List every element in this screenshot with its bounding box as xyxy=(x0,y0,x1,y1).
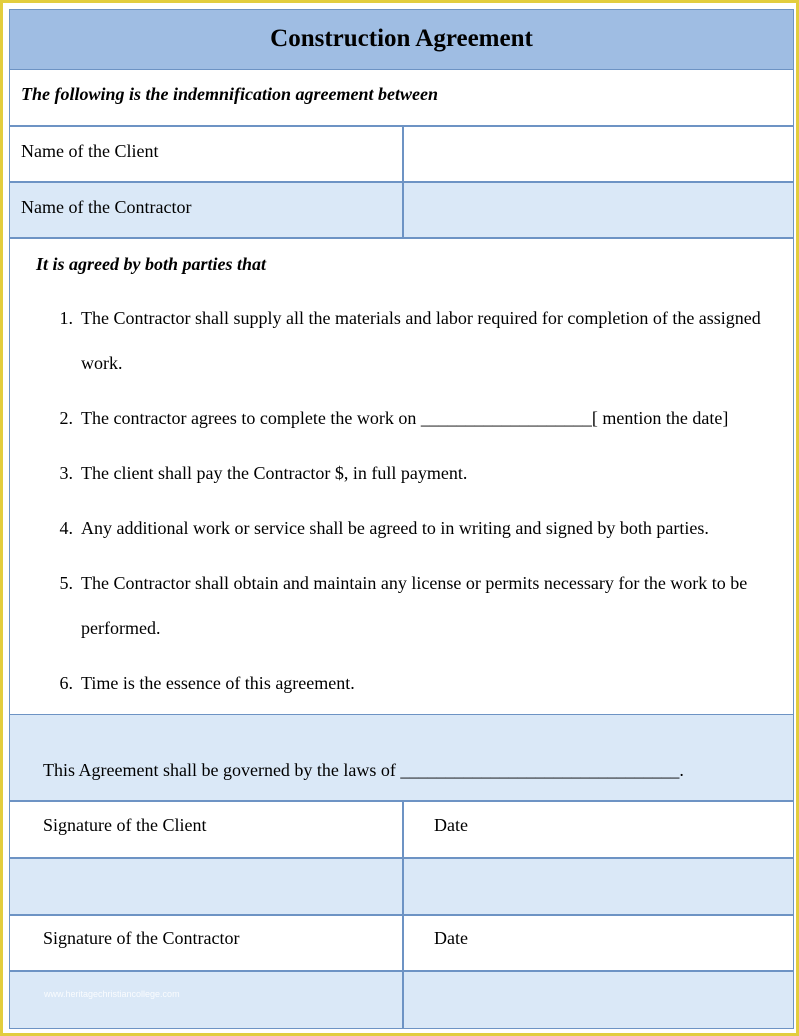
intro-row xyxy=(10,70,793,127)
title-bar xyxy=(10,10,793,70)
watermark-text: www.heritagechristiancollege.com xyxy=(44,989,180,999)
clause-number: 4. xyxy=(59,518,73,538)
clause-number: 5. xyxy=(59,573,73,593)
agreement-form xyxy=(9,9,794,1029)
terms-heading: It is agreed by both parties that xyxy=(36,254,267,274)
intro-text: The following is the indemnification agreement between xyxy=(21,84,438,104)
client-date-label: Date xyxy=(434,815,468,835)
clause-text: Any additional work or service shall be agreed to in writing and signed by both parties. xyxy=(81,518,709,538)
clause-text: Time is the essence of this agreement. xyxy=(81,673,355,693)
client-signature-row xyxy=(10,802,793,859)
contractor-date-label: Date xyxy=(434,928,468,948)
page-title: Construction Agreement xyxy=(270,25,533,52)
clause-text: The Contractor shall supply all the materials and labor required for completion of the assigned work. xyxy=(81,308,761,373)
governing-law-text: This Agreement shall be governed by the laws of _______________________________. xyxy=(43,760,684,780)
clause-number: 1. xyxy=(59,308,73,328)
contractor-name-label: Name of the Contractor xyxy=(21,197,192,217)
client-signature-label: Signature of the Client xyxy=(43,815,207,835)
column-divider xyxy=(402,915,404,970)
client-name-row xyxy=(10,127,793,183)
contractor-signature-row xyxy=(10,915,793,972)
column-divider xyxy=(402,127,404,181)
client-name-label: Name of the Client xyxy=(21,141,159,161)
client-signature-field-row[interactable] xyxy=(10,859,793,916)
terms-section xyxy=(10,239,793,715)
governing-law-row xyxy=(10,715,793,802)
column-divider xyxy=(402,859,404,914)
clause-text: The Contractor shall obtain and maintain any license or permits necessary for the work to be performed. xyxy=(81,573,748,638)
column-divider xyxy=(402,183,404,237)
clause-text: The client shall pay the Contractor $, in full payment. xyxy=(81,463,468,483)
clause-number: 3. xyxy=(59,463,73,483)
clause-number: 2. xyxy=(59,408,73,428)
contractor-signature-label: Signature of the Contractor xyxy=(43,928,240,948)
column-divider xyxy=(402,802,404,857)
clause-text: The contractor agrees to complete the work on ___________________[ mention the date] xyxy=(81,408,729,428)
contractor-name-row xyxy=(10,183,793,239)
column-divider xyxy=(402,972,404,1028)
contractor-signature-field-row[interactable] xyxy=(10,972,793,1028)
clause-number: 6. xyxy=(59,673,73,693)
